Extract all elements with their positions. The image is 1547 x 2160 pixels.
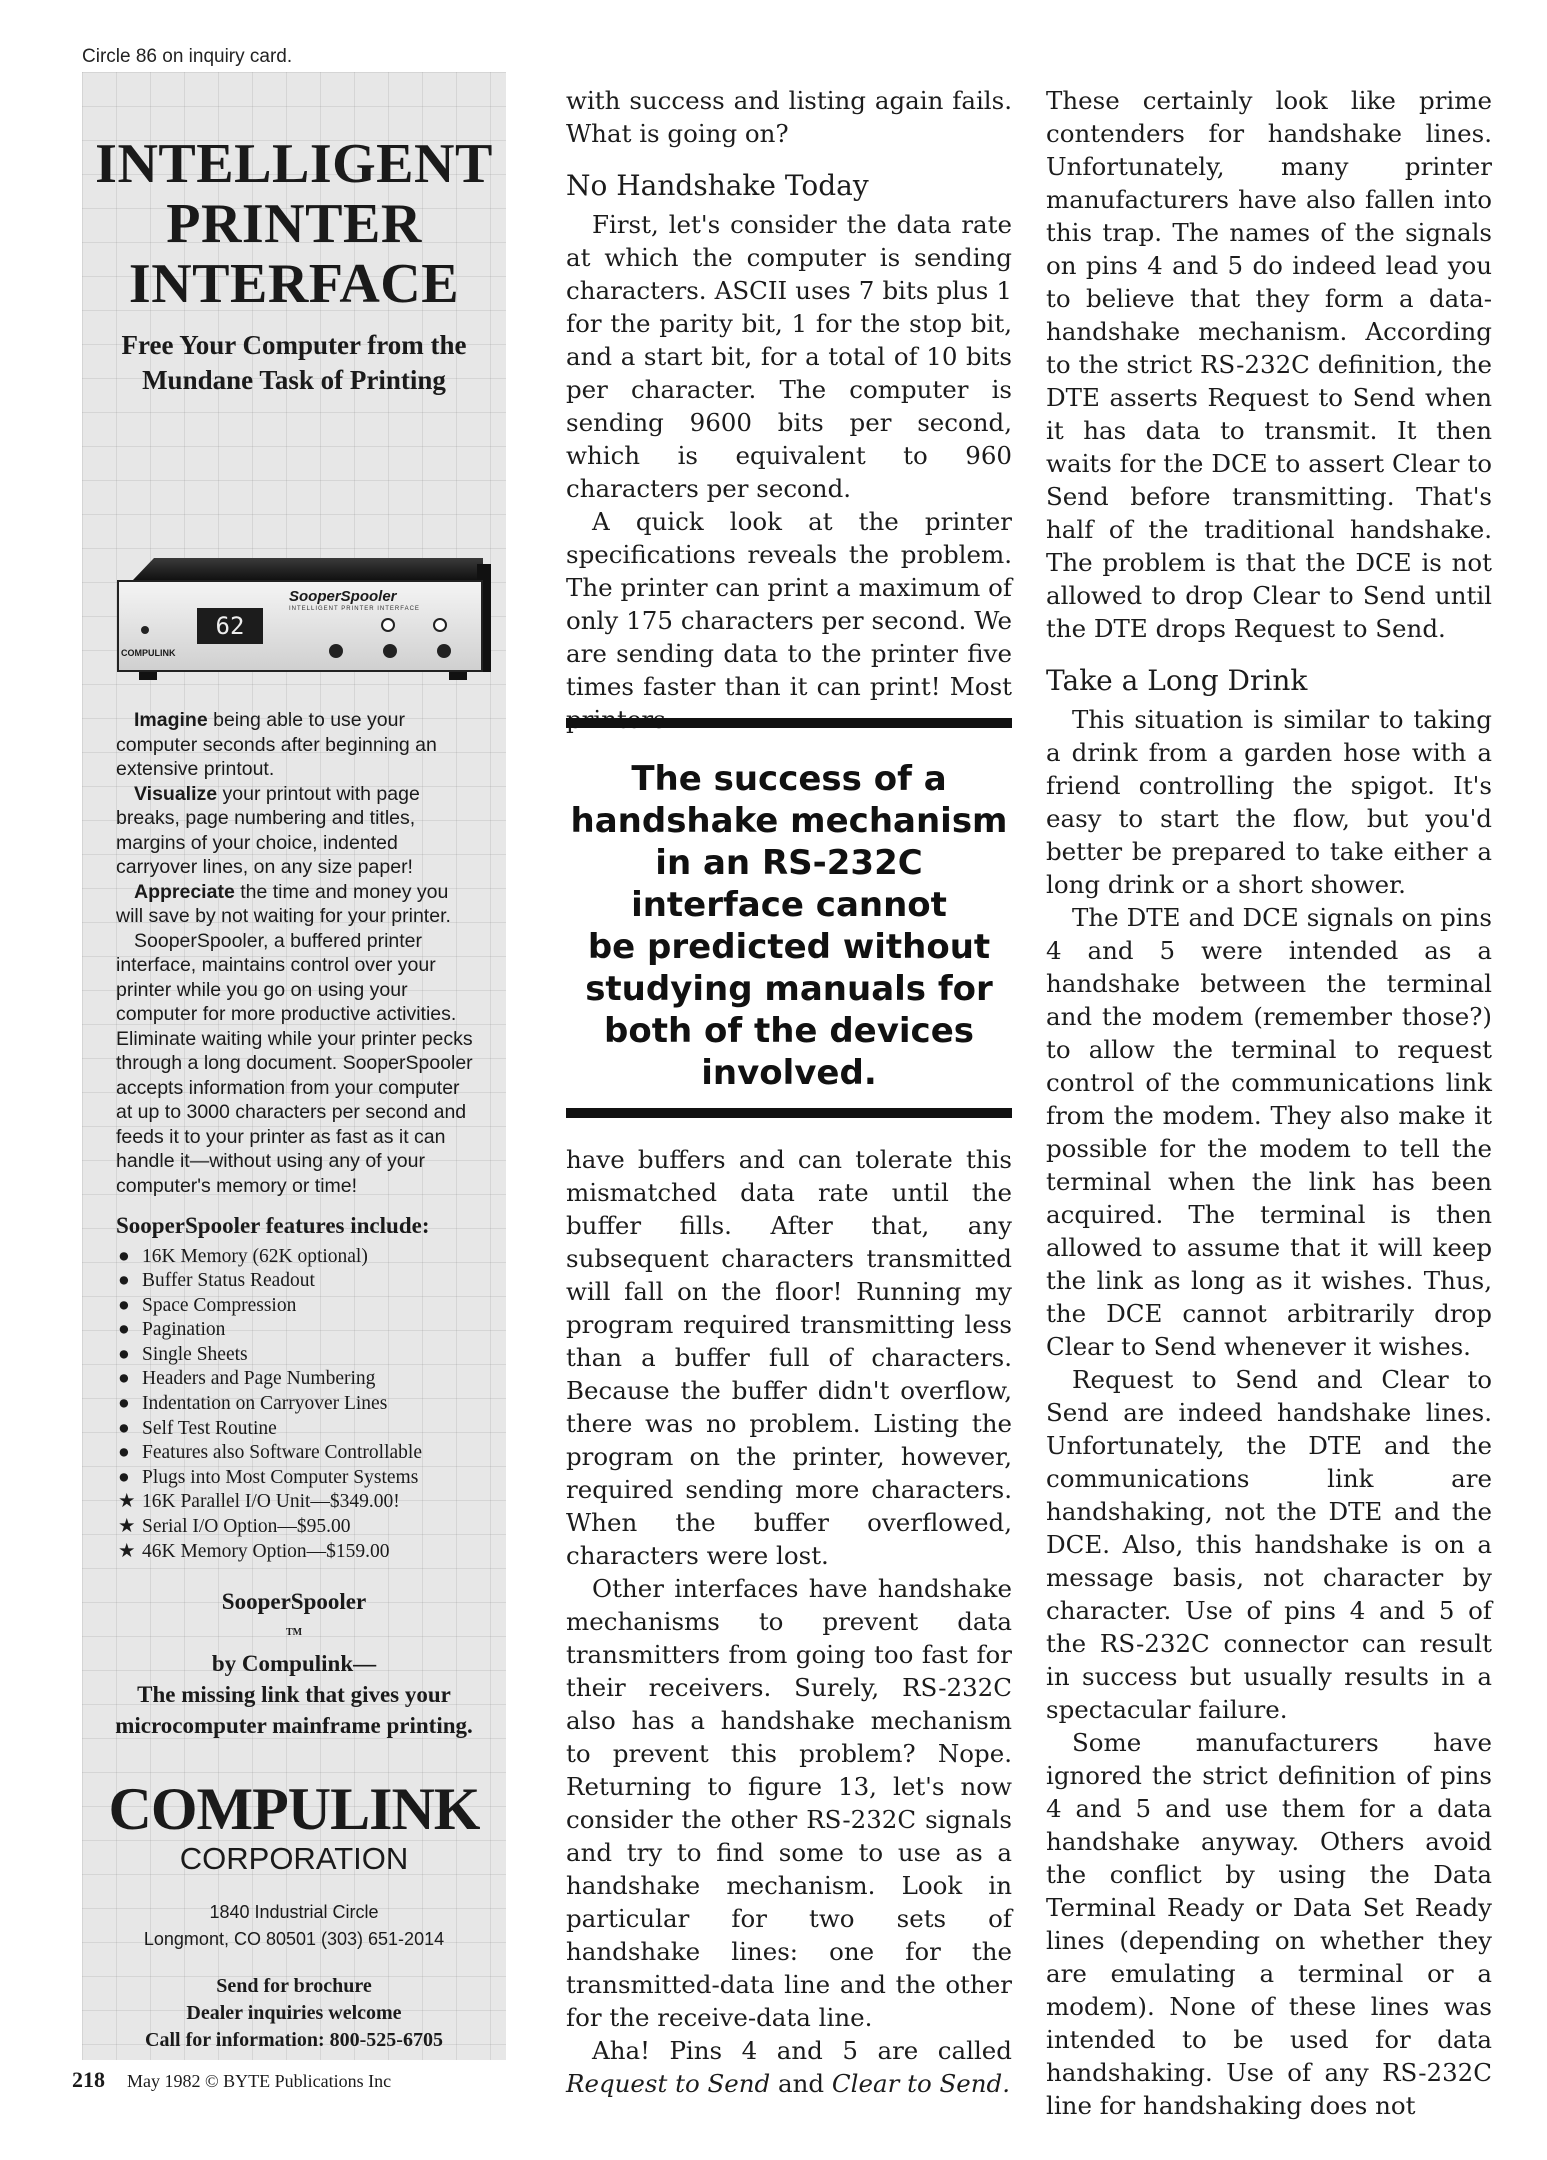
device-logo: COMPULINK [121,648,176,658]
page-footer [72,2067,391,2093]
feature-item [116,1245,476,1270]
article-paragraph: with success and listing again fails. What is going on? [566,86,1012,148]
italic-term: Clear to Send. [831,2069,1011,2098]
pull-quote-text [566,758,1012,1094]
article-paragraph [566,2034,1012,2100]
pull-quote-top-rule [566,718,1012,728]
features-list [116,1245,476,1565]
article-paragraph: have buffers and can tolerate this mismatched data rate until the buffer fills. After that, any subsequent characters transmitted will fall on the floor! Running my program required transmitting less than a buffer full of characters. Because the buffer didn't overflow, there was no problem. Listing the program on the printer, however, required sending more characters. When the buffer overflowed, characters were lost. [566,1145,1012,1570]
tagline-product: SooperSpooler [221,1589,367,1615]
device-top-panel [133,558,483,580]
article-paragraph: Some manufacturers have ignored the strict definition of pins 4 and 5 and use them for a data handshake anyway. Others avoid the conflict by using the Data Terminal Ready or Data Set Ready lines (depending on whether they are emulating a terminal or a modem). None of these lines was intended to be used for data handshaking. Use of any RS-232C line for handshaking does not [1046,1728,1492,2120]
article-paragraph: This situation is similar to taking a drink from a garden hose with a friend controlling the spigot. It's easy to start the flow, but you'd better be prepared to take either a long drink or a short shower. [1046,705,1492,899]
bullet-icon: ● [118,1270,130,1292]
pull-quote-line: interface cannot [631,885,947,925]
bullet-icon: ● [118,1343,130,1365]
article-paragraph: Request to Send and Clear to Send are indeed handshake lines. Unfortunately, the DTE and the communications link are handshaking, not the DTE and the DCE. Also, this handshake is on a message basis, not character by character. Use of pins 4 and 5 of the RS-232C connector can result in success but usually results in a spectacular failure. [1046,1365,1492,1724]
company-corporation-text: CORPORATION [179,1841,409,1877]
feature-text: Indentation on Carryover Lines [142,1393,388,1415]
feature-text: Buffer Status Readout [142,1270,315,1292]
ad-subtitle [82,328,506,398]
pull-quote-line: The success of a [631,759,947,799]
ad-paragraph [116,782,476,880]
contact-line: Send for brochure [216,1975,372,1998]
compulink-advertisement [82,72,506,2060]
power-switch-icon [141,626,149,634]
ad-tagline [82,1586,506,1741]
article-column-right [1046,84,1492,2122]
ad-paragraph-text: being able to use your computer seconds after beginning an extensive printout. [116,709,437,780]
feature-text: Pagination [142,1319,226,1341]
feature-item [116,1318,476,1343]
control-button-icon [383,644,397,658]
article-paragraph: A quick look at the printer specifications reveals the problem. The printer can print a maximum of only 175 characters per second. We are sending data to the printer five times faster than it can print! Most [566,507,1012,701]
ad-body-copy [116,708,476,1564]
feature-text: Serial I/O Option—$95.00 [142,1516,351,1538]
section-heading: No Handshake Today [566,169,869,202]
buffer-status-display: 62 [197,608,263,644]
pull-quote-bottom-rule [566,1108,1012,1118]
test-button-icon [437,644,451,658]
feature-item [116,1367,476,1392]
feature-item [116,1343,476,1368]
bullet-icon: ● [118,1319,130,1341]
pull-quote-line: be predicted without [587,927,991,967]
feature-text: Self Test Routine [142,1417,277,1439]
inquiry-card-note: Circle 86 on inquiry card. [82,46,293,67]
feature-item [116,1417,476,1442]
bullet-icon: ● [118,1245,130,1267]
trademark-mark: TM [285,1627,303,1639]
contact-line: Call for information: 800-525-6705 [145,2029,443,2052]
ad-subtitle-line: Mundane Task of Printing [142,365,446,395]
pull-quote-line: in an RS-232C [655,843,923,883]
paragraph-text: and [770,2069,832,2098]
address-line: 1840 Industrial Circle [209,1902,379,1923]
company-logo-text: COMPULINK [108,1776,480,1843]
pull-quote-line: handshake mechanism [570,801,1008,841]
device-foot [449,672,467,680]
device-front-panel [117,580,483,672]
article-paragraph: These certainly look like prime contenders for handshake lines. Unfortunately, many printer manufacturers have also fallen into this trap. The names of the signals on pins 4 and 5 do indeed lead you to believe that they form a data-handshake mechanism. According to the strict RS-232C definition, the DTE asserts Request to Send when it has data to transmit. It then waits for the DCE to assert Clear to Send before transmitting. That's half of the traditional handshake. The problem is that the DCE is not allowed to drop Clear to Send until the DTE drops Request to Send. [1046,86,1492,643]
feature-text: Space Compression [142,1294,297,1316]
article-column-middle-top [566,84,1012,736]
feature-text: 16K Parallel I/O Unit—$349.00! [142,1491,400,1513]
star-bullet-icon: ★ [118,1540,136,1562]
contact-line: Dealer inquiries welcome [186,2002,402,2025]
feature-text: Headers and Page Numbering [142,1368,376,1390]
bullet-icon: ● [118,1417,130,1439]
ad-paragraph-text: your printout with page breaks, page numbering and titles, margins of your choice, indented carryover lines, on any size paper! [116,782,420,878]
status-led-icon [433,618,447,632]
bullet-icon: ● [118,1466,130,1488]
ad-title-line: INTELLIGENT [95,133,493,195]
device-subtitle-label: INTELLIGENT PRINTER INTERFACE [289,606,420,612]
feature-text: Plugs into Most Computer Systems [142,1466,419,1488]
address-line: Longmont, CO 80501 (303) 651-2014 [143,1929,445,1950]
feature-item [116,1269,476,1294]
feature-item [116,1392,476,1417]
ad-subtitle-line: Free Your Computer from the [121,330,467,360]
tagline-by: by Compulink— [211,1651,377,1677]
article-paragraph: Other interfaces have handshake mechanisms to prevent data transmitters from going too fast for their receivers. Surely, RS-232C also has a handshake mechanism to prevent this problem? Nope. Returning to figure 13, let's now consider the other RS-232C signals and try to find some to use as a handshake mechanism. Look in particular for two sets of handshake lines: one for the transmitted-data line and the other for the receive-data line. [566,1574,1012,2032]
paragraph-text: Aha! Pins 4 and 5 are called [592,2036,1012,2065]
ad-paragraph-text: SooperSpooler, a buffered printer interface, maintains control over your printer while you go on using your computer for more productive activities. Eliminate waiting while your printer pecks through a long document. SooperSpooler accepts information from your computer at up to 3000 characters per second and feeds it to your printer as fast as it can handle it—without using any of your computer's memory or time! [116,929,473,1197]
status-led-icon [381,618,395,632]
reset-button-icon [329,644,343,658]
pull-quote [566,718,1012,1118]
pull-quote-line: studying manuals for [585,969,993,1009]
article-paragraph: First, let's consider the data rate at which the computer is sending characters. ASCII uses 7 bits plus 1 for the parity bit, 1 for the stop bit, and a start bit, for a total of 10 bits per character. The computer is sending 9600 bits per second, which is equivalent to 960 characters per second. [566,210,1012,503]
star-bullet-icon: ★ [118,1516,136,1538]
ad-title [82,134,506,314]
company-address [82,1899,506,1953]
footer-credit: May 1982 © BYTE Publications Inc [127,2071,392,2091]
ad-title-line: INTERFACE [128,253,460,315]
ad-paragraph [116,880,476,929]
section-heading: Take a Long Drink [1046,664,1308,697]
tagline-line: microcomputer mainframe printing. [115,1713,473,1739]
tagline-line [82,1586,506,1679]
bullet-icon: ● [118,1294,130,1316]
feature-item [116,1294,476,1319]
star-bullet-icon: ★ [118,1491,136,1513]
ad-title-line: PRINTER [166,193,422,255]
article-paragraph: The DTE and DCE signals on pins 4 and 5 were intended as a handshake between the terminal and the modem (remember those?) to allow the terminal to request control of the communications link from the modem. They also make it possible for the modem to tell the terminal when the link has been acquired. The terminal is then allowed to assume that it will keep the link as long as it wishes. Thus, the DCE cannot arbitrarily drop Clear to Send whenever it wishes. [1046,903,1492,1361]
feature-item [116,1441,476,1466]
bullet-icon: ● [118,1368,130,1390]
ad-lead-word: Visualize [134,782,218,805]
device-foot [139,672,157,680]
ad-paragraph [116,708,476,782]
pull-quote-line: both of the devices [604,1011,974,1051]
page-number: 218 [72,2067,105,2092]
bullet-icon: ● [118,1442,130,1464]
feature-item [116,1466,476,1491]
ad-lead-word: Appreciate [134,880,235,903]
ad-paragraph-text: the time and money you will save by not waiting for your printer. [116,880,451,927]
article-column-middle-bottom [566,1143,1012,2100]
bullet-icon: ● [118,1393,130,1415]
ad-lead-word: Imagine [134,709,208,731]
feature-item [116,1490,476,1515]
feature-text: 46K Memory Option—$159.00 [142,1540,390,1562]
feature-item [116,1540,476,1565]
company-contact [82,1973,506,2054]
feature-item [116,1515,476,1540]
sooperspooler-device-photo [99,558,489,686]
device-brand-label: SooperSpooler [289,588,397,605]
feature-text: 16K Memory (62K optional) [142,1245,368,1267]
feature-text: Single Sheets [142,1343,248,1365]
italic-term: Request to Send [566,2069,771,2098]
tagline-line: The missing link that gives your [137,1682,451,1708]
features-heading: SooperSpooler features include: [116,1213,430,1238]
pull-quote-line: involved. [701,1053,877,1093]
ad-paragraph [116,929,476,1199]
feature-text: Features also Software Controllable [142,1442,422,1464]
